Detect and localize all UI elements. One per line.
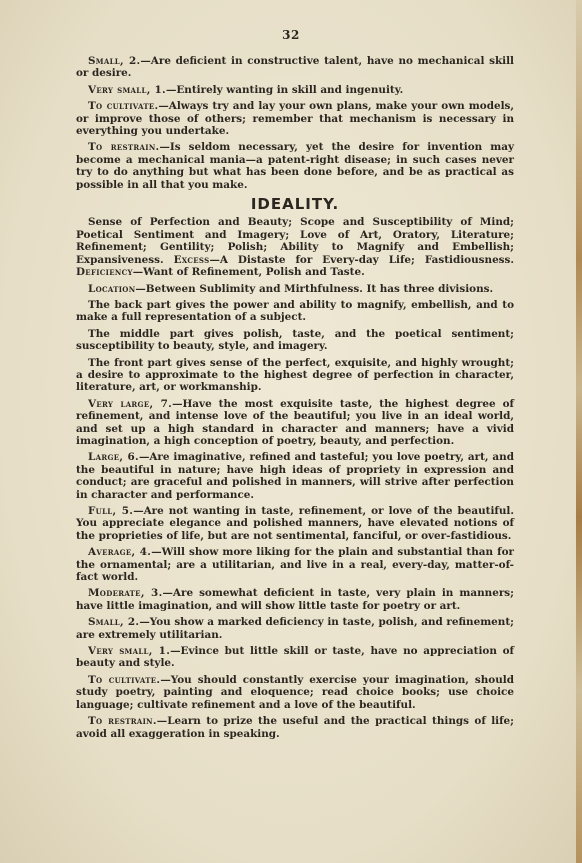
paragraph-small-2 — [76, 616, 514, 641]
location-lead: Location — [88, 282, 136, 295]
paragraph-full-5 — [76, 505, 514, 542]
degree-lead: Full, 5. — [88, 505, 134, 517]
degree-lead: Small, 2. — [88, 616, 140, 629]
paragraph-text: —You should constantly exercise your imagination, should study poetry, painting and eloquence; read choice books; use choice language; cultivate refinement and a love of the beautiful. — [76, 673, 514, 711]
paragraph-text: —Are somewhat deficient in taste, very plain in manners; have little imagination, and will show little taste for poetry or art. — [76, 587, 514, 612]
paragraph-text: —Evince but little skill or taste, have no appreciation of beauty and style. — [76, 645, 514, 670]
degree-lead: To cultivate. — [88, 673, 161, 686]
paragraph-very-large-7 — [76, 398, 514, 448]
degree-lead: Very small, 1. — [88, 645, 171, 658]
paragraph-to-restrain — [76, 715, 514, 740]
paragraph-to-restrain-constructive — [76, 141, 514, 191]
page-number: 32 — [282, 28, 300, 42]
paragraph-moderate-3 — [76, 587, 514, 612]
degree-lead: To cultivate. — [88, 100, 159, 113]
intro-text: Sense of Perfection and Beauty; Scope and Susceptibility of Mind; Poetical Sentiment and Imagery; Love of Art, Oratory, Literature; Refinement; Gentility; Polish; Ability to Magnify and Embellish; Expansiveness. — [76, 216, 514, 266]
paragraph-to-cultivate-constructive — [76, 100, 514, 137]
paragraph-text: —Are imaginative, refined and tasteful; you love poetry, art, and the beautiful in nature; have high ideas of propriety in expression and conduct; are graceful and polished in manners, will strive after perfection in character and performance. — [76, 451, 514, 501]
location-text: —Between Sublimity and Mirthfulness. It has three divisions. — [135, 282, 494, 295]
paragraph-text: —Learn to prize the useful and the practical things of life; avoid all exaggeration in speaking. — [76, 715, 514, 740]
paragraph-text: —Entirely wanting in skill and ingenuity. — [165, 83, 404, 96]
degree-lead: Very small, 1. — [88, 83, 166, 96]
paragraph-average-4 — [76, 546, 514, 583]
degree-lead: Large, 6. — [88, 451, 139, 464]
paragraph-text: —Have the most exquisite taste, the highest degree of refinement, and intense love of the beautiful; you live in an ideal world, and set up a high standard in character and manners; have a vivid imagination, a high conception of poetry, beauty, and perfection. — [76, 397, 514, 447]
section-heading-ideality: IDEALITY. — [250, 195, 340, 214]
paragraph-intro — [76, 216, 514, 278]
paragraph-very-small-1 — [76, 645, 514, 670]
deficiency-text: —Want of Refinement, Polish and Taste. — [132, 266, 365, 279]
paragraph-text: —Will show more liking for the plain and substantial than for the ornamental; are a utilitarian, and live in a real, every-day, matter-of-fact world. — [76, 546, 514, 584]
paragraph-to-cultivate — [76, 674, 514, 711]
paragraph-text: —Are deficient in constructive talent, have no mechanical skill or desire. — [76, 55, 514, 80]
paragraph-text: —Are not wanting in taste, refinement, or love of the beautiful. You appreciate elegance and polished manners, have elevated notions of the proprieties of life, but are not sentimental, fanciful, or over-fastidious. — [76, 505, 514, 542]
degree-lead: To restrain. — [88, 141, 160, 154]
paragraph-text: —Is seldom necessary, yet the desire for invention may become a mechanical mania—a patent-right disease; in such cases never try to do anything but what has been done before, and be as practical as possible in all that you make. — [76, 141, 514, 191]
page-body — [76, 55, 514, 744]
excess-text: —A Distaste for Every-day Life; Fastidiousness. — [209, 253, 514, 266]
paragraph-location — [76, 283, 514, 295]
deficiency-lead: Deficiency — [76, 266, 133, 279]
paragraph-small-2-constructive — [76, 55, 514, 80]
degree-lead: Small, 2. — [88, 55, 141, 67]
paragraph-division-middle: The middle part gives polish, taste, and the poetical sentiment; susceptibility to beauty, style, and imagery. — [76, 327, 514, 353]
page-edge-stain — [576, 0, 582, 863]
paragraph-text: —You show a marked deficiency in taste, polish, and refinement; are extremely utilitarian. — [76, 616, 514, 641]
degree-lead: Moderate, 3. — [88, 587, 163, 600]
paragraph-large-6 — [76, 451, 514, 501]
excess-lead: Excess — [173, 253, 210, 266]
degree-lead: Very large, 7. — [88, 397, 173, 410]
degree-lead: Average, 4. — [88, 546, 152, 559]
paragraph-text: —Always try and lay your own plans, make your own models, or improve those of others; remember that mechanism is necessary in everything you undertake. — [76, 100, 514, 138]
paragraph-division-front: The front part gives sense of the perfect, exquisite, and highly wrought; a desire to approximate to the highest degree of perfection in character, literature, art, or workmanship. — [76, 356, 514, 394]
paragraph-very-small-1-constructive — [76, 84, 514, 96]
paragraph-division-back: The back part gives the power and ability to magnify, embellish, and to make a full representation of a subject. — [76, 298, 514, 324]
degree-lead: To restrain. — [88, 715, 157, 728]
